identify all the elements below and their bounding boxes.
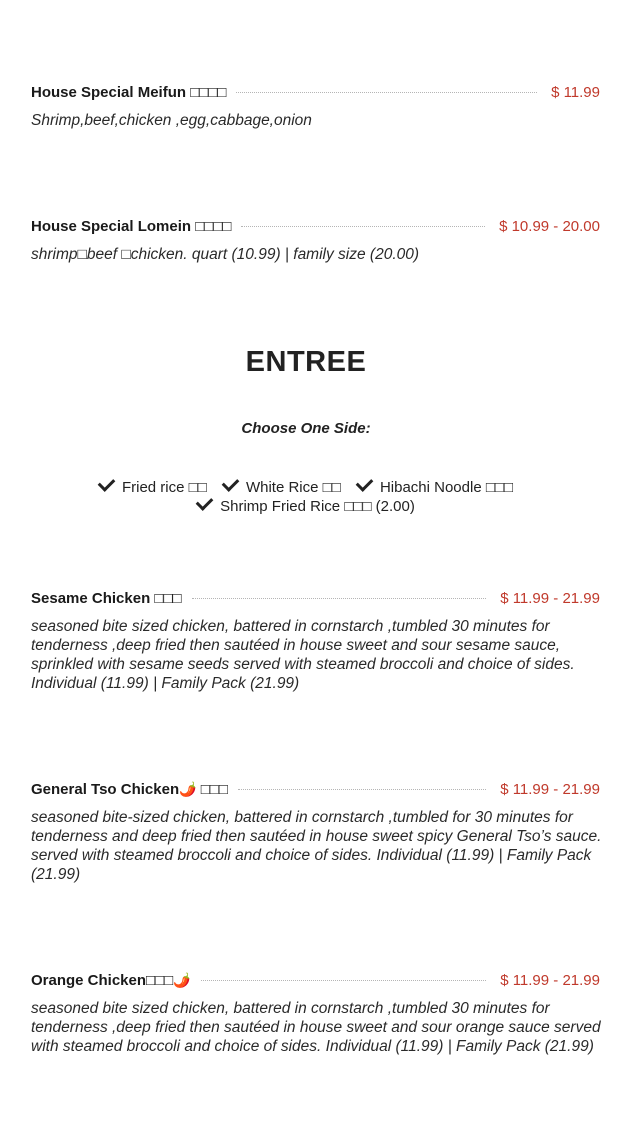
side-option-label: Shrimp Fried Rice □□□ (2.00): [220, 498, 415, 515]
item-description: seasoned bite sized chicken, battered in cornstarch ,tumbled 30 minutes for tenderness ,deep fried then sautéed in house sweet and sour sesame sauce, sprinkled with sesame seeds served with steamed broccoli and choice of sides. Individual (11.99) | Family Pack (21.99): [31, 618, 575, 692]
side-option: [223, 478, 341, 497]
item-price: $ 11.99 - 21.99: [500, 972, 600, 989]
item-price: $ 11.99: [551, 84, 600, 101]
check-icon: [356, 474, 374, 492]
section-title: ENTREE: [245, 346, 367, 378]
side-options: [60, 478, 552, 516]
dotted-leader: [241, 226, 485, 227]
side-choice-title: Choose One Side:: [241, 420, 371, 437]
item-description: seasoned bite sized chicken, battered in cornstarch ,tumbled 30 minutes for tenderness ,deep fried then sautéed in house sweet and sour orange sauce served with steamed broccoli and choice of sides. Individual (11.99) | Family Pack (21.99): [31, 1000, 601, 1055]
item-name: [31, 972, 191, 989]
side-option-label: White Rice □□: [245, 479, 341, 496]
item-name: Sesame Chicken □□□: [31, 590, 182, 607]
side-option: [99, 478, 207, 497]
item-name: House Special Lomein □□□□: [31, 218, 232, 235]
chili-icon: 🌶️: [173, 972, 191, 988]
side-option: [357, 478, 513, 497]
menu-item: [31, 590, 611, 693]
menu-item: [31, 972, 611, 1056]
item-name: House Special Meifun □□□□: [31, 84, 227, 101]
menu-item: [31, 84, 611, 130]
menu-item: [31, 218, 611, 264]
item-price: $ 10.99 - 20.00: [499, 218, 600, 235]
item-description: seasoned bite-sized chicken, battered in cornstarch ,tumbled for 30 minutes for tenderness and deep fried then sautéed in house sweet spicy General Tso’s sauce. served with steamed broccoli and choice of sides. Individual (11.99) | Family Pack (21.99): [31, 809, 602, 883]
dotted-leader: [192, 598, 487, 599]
item-price: $ 11.99 - 21.99: [500, 590, 600, 607]
menu-item: [31, 781, 611, 884]
side-option-label: Hibachi Noodle □□□: [379, 479, 514, 496]
item-description: shrimp□beef □chicken. quart (10.99) | family size (20.00): [31, 246, 420, 263]
item-name-text: Orange Chicken□□□: [31, 972, 174, 989]
dotted-leader: [238, 789, 486, 790]
check-icon: [98, 474, 116, 492]
side-option-label: Fried rice □□: [121, 479, 207, 496]
item-price: $ 11.99 - 21.99: [500, 781, 600, 798]
item-name-suffix: □□□: [196, 781, 228, 798]
check-icon: [222, 474, 240, 492]
item-name-text: General Tso Chicken: [31, 781, 180, 798]
dotted-leader: [236, 92, 537, 93]
item-description: Shrimp,beef,chicken ,egg,cabbage,onion: [31, 112, 312, 129]
chili-icon: 🌶️: [179, 781, 197, 797]
side-option: [197, 497, 415, 516]
item-name: [31, 781, 228, 798]
dotted-leader: [201, 980, 487, 981]
